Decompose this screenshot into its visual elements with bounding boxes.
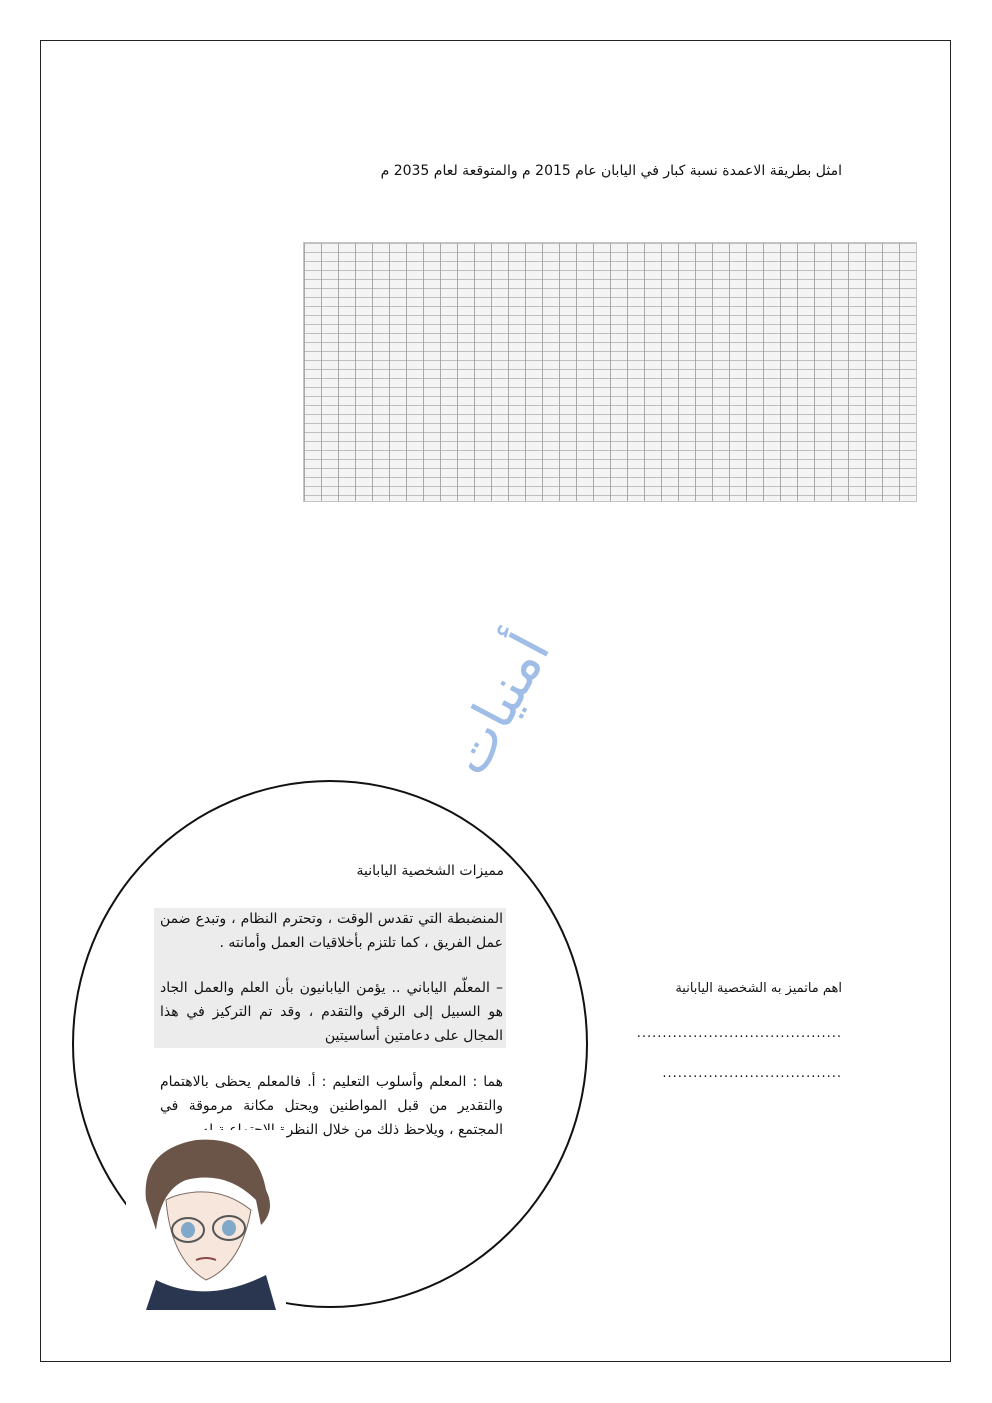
features-title: مميزات الشخصية اليابانية	[356, 863, 504, 879]
side-question: اهم ماتميز به الشخصية اليابانية	[675, 981, 842, 996]
anime-character-illustration	[126, 1130, 286, 1310]
answer-line-2[interactable]: ...................................	[662, 1066, 842, 1081]
features-paragraph-3: هما : المعلم وأسلوب التعليم : أ. فالمعلم يحظى بالاهتمام والتقدير من قبل المواطنين ويحتل مكانة مرموقة في المجتمع ، ويلاحظ ذلك من خلال النظرة الاجتماعية له ،	[160, 1074, 503, 1138]
graph-paper-grid	[303, 242, 917, 502]
features-paragraph-1: المنضبطة التي تقدس الوقت ، وتحترم النظام ، وتبدع ضمن عمل الفريق ، كما تلتزم بأخلاقيات العمل وأمانته .	[160, 911, 503, 951]
watermark: أمنيات	[435, 623, 564, 786]
answer-line-1[interactable]: ........................................	[636, 1026, 842, 1041]
features-paragraph-2: – المعلّم الياباني .. يؤمن اليابانيون بأن العلم والعمل الجاد هو السبيل إلى الرقي والتقدم ، وقد تم التركيز في هذا المجال على دعامتين أساسيتين	[160, 980, 503, 1044]
question-title: امثل بطريقة الاعمدة نسبة كبار في اليابان عام 2015 م والمتوقعة لعام 2035 م	[380, 163, 842, 179]
